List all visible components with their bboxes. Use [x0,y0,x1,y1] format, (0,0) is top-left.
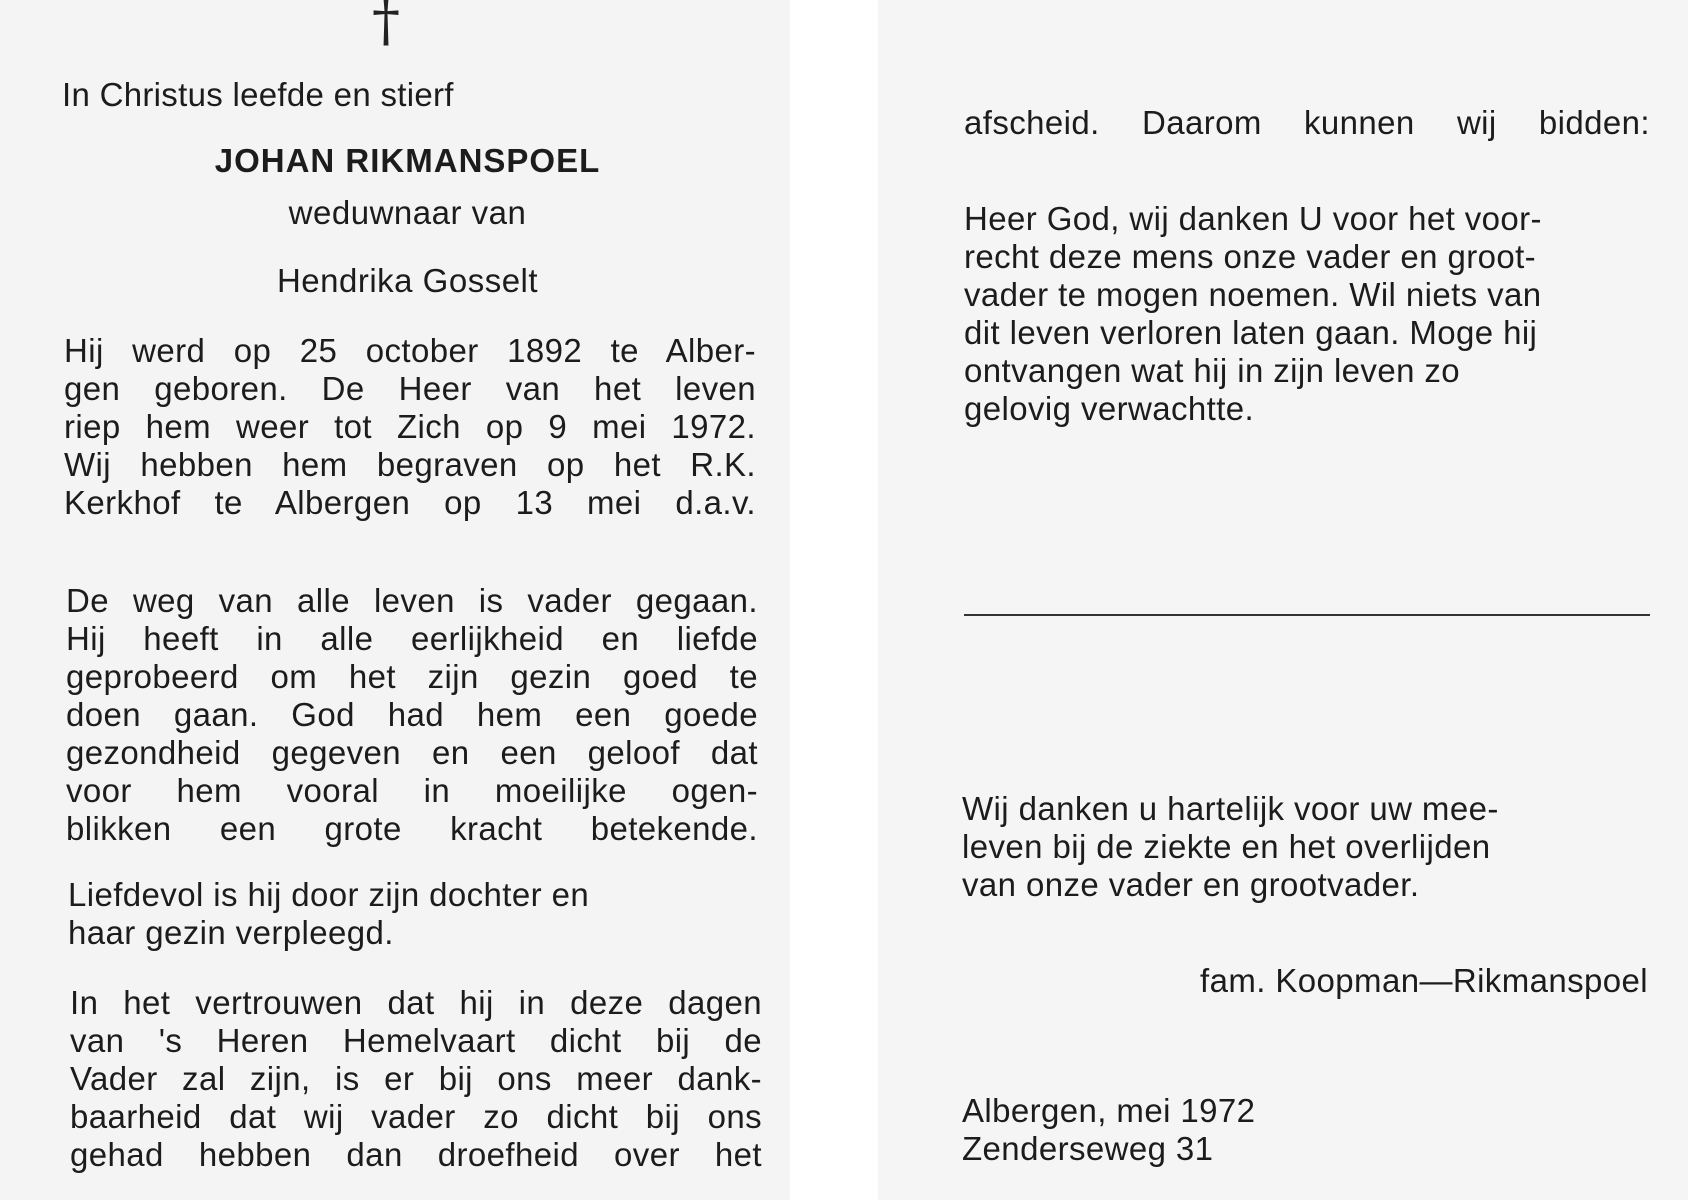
text-line: leven bij de ziekte en het overlijden [962,828,1491,865]
birth-death-paragraph [64,332,756,522]
deceased-name: JOHAN RIKMANSPOEL [214,142,601,179]
address: Zenderseweg 31 [962,1130,1214,1167]
thanks-paragraph [962,790,1650,904]
text-line: blikken een grote kracht betekende. [66,810,758,847]
farewell-paragraph [964,104,1650,142]
prayer-paragraph [964,200,1650,428]
life-paragraph [66,582,758,848]
text-line: afscheid. Daarom kunnen wij bidden: [964,104,1650,141]
text-line: Heer God, wij danken U voor het voor- [964,200,1542,237]
trust-paragraph [70,984,762,1174]
right-page [878,0,1688,1200]
text-line: De weg van alle leven is vader gegaan. [66,582,758,619]
relation-line: weduwnaar van [288,194,527,231]
spouse-name: Hendrika Gosselt [276,262,539,299]
text-line: recht deze mens onze vader en groot- [964,238,1537,275]
text-line: vader te mogen noemen. Wil niets van [964,276,1542,313]
care-paragraph [68,876,758,952]
text-line: baarheid dat wij vader zo dicht bij ons [70,1098,762,1135]
intro-line: In Christus leefde en stierf [62,76,454,113]
text-line: doen gaan. God had hem een goede [66,696,758,733]
text-line: Wij hebben hem begraven op het R.K. [64,446,756,483]
text-line: ontvangen wat hij in zijn leven zo [964,352,1461,389]
cross-symbol: † [372,0,400,54]
text-line: gen geboren. De Heer van het leven [64,370,756,407]
text-line: gelovig verwachtte. [964,390,1255,427]
text-line: Liefdevol is hij door zijn dochter en [68,876,590,913]
text-line: Wij danken u hartelijk voor uw mee- [962,790,1499,827]
text-line: dit leven verloren laten gaan. Moge hij [964,314,1538,351]
text-line: geprobeerd om het zijn gezin goed te [66,658,758,695]
text-line: haar gezin verpleegd. [68,914,394,951]
text-line: riep hem weer tot Zich op 9 mei 1972. [64,408,756,445]
place-date: Albergen, mei 1972 [962,1092,1256,1129]
text-line: gezondheid gegeven en een geloof dat [66,734,758,771]
text-line: Hij werd op 25 october 1892 te Alber- [64,332,756,369]
text-line: Hij heeft in alle eerlijkheid en liefde [66,620,758,657]
divider-line [964,614,1650,616]
text-line: Kerkhof te Albergen op 13 mei d.a.v. [64,484,756,521]
left-page [0,0,790,1200]
text-line: In het vertrouwen dat hij in deze dagen [70,984,762,1021]
family-signature: fam. Koopman—Rikmanspoel [1200,962,1648,999]
text-line: Vader zal zijn, is er bij ons meer dank- [70,1060,762,1097]
text-line: gehad hebben dan droefheid over het [70,1136,762,1173]
text-line: van 's Heren Hemelvaart dicht bij de [70,1022,762,1059]
text-line: van onze vader en grootvader. [962,866,1420,903]
text-line: voor hem vooral in moeilijke ogen- [66,772,758,809]
